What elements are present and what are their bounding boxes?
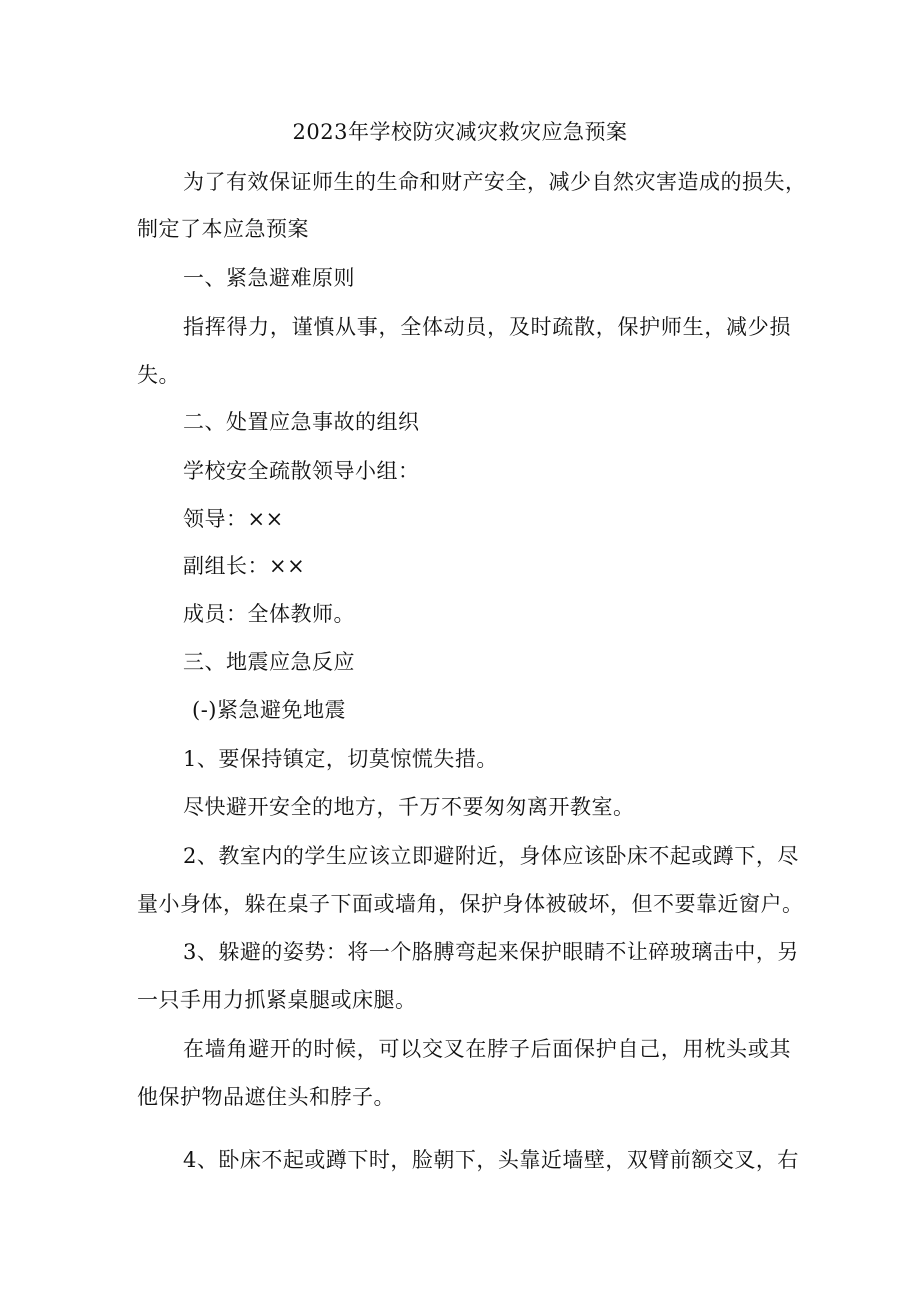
paragraph-line: 一只手用力抓紧桌腿或床腿。 [137, 988, 417, 1012]
paragraph-line: 制定了本应急预案 [137, 217, 309, 241]
subsection-heading: (-)紧急避免地震 [192, 698, 346, 722]
paragraph-line: 他保护物品遮住头和脖子。 [137, 1085, 395, 1109]
section-heading: 三、地震应急反应 [183, 650, 355, 674]
section-heading: 一、紧急避难原则 [183, 266, 355, 290]
paragraph-line: 1、要保持镇定，切莫惊慌失措。 [183, 747, 498, 771]
paragraph-line: 3、躲避的姿势：将一个胳膊弯起来保护眼睛不让碎玻璃击中，另 [183, 940, 799, 964]
section-heading: 二、处置应急事故的组织 [183, 410, 420, 434]
paragraph-line: 失。 [137, 363, 180, 387]
paragraph-line: 成员：全体教师。 [183, 602, 355, 626]
paragraph-line: 量小身体，躲在桌子下面或墙角，保护身体被破坏，但不要靠近窗户。 [137, 892, 804, 916]
paragraph-line: 4、卧床不起或蹲下时，脸朝下，头靠近墙壁，双臂前额交叉，右 [183, 1148, 799, 1172]
paragraph-line: 2、教室内的学生应该立即避附近，身体应该卧床不起或蹲下，尽 [183, 844, 799, 868]
paragraph-line: 在墙角避开的时候，可以交叉在脖子后面保护自己，用枕头或其 [183, 1037, 791, 1061]
document-title: 2023年学校防灾减灾救灾应急预案 [292, 120, 628, 144]
paragraph-line: 为了有效保证师生的生命和财产安全，减少自然灾害造成的损失， [183, 170, 807, 194]
paragraph-line: 副组长：×× [183, 554, 306, 578]
paragraph-line: 学校安全疏散领导小组： [183, 459, 420, 483]
paragraph-line: 指挥得力，谨慎从事，全体动员，及时疏散，保护师生，减少损 [183, 315, 791, 339]
paragraph-line: 领导：×× [183, 507, 284, 531]
paragraph-line: 尽快避开安全的地方，千万不要匆匆离开教室。 [183, 795, 635, 819]
